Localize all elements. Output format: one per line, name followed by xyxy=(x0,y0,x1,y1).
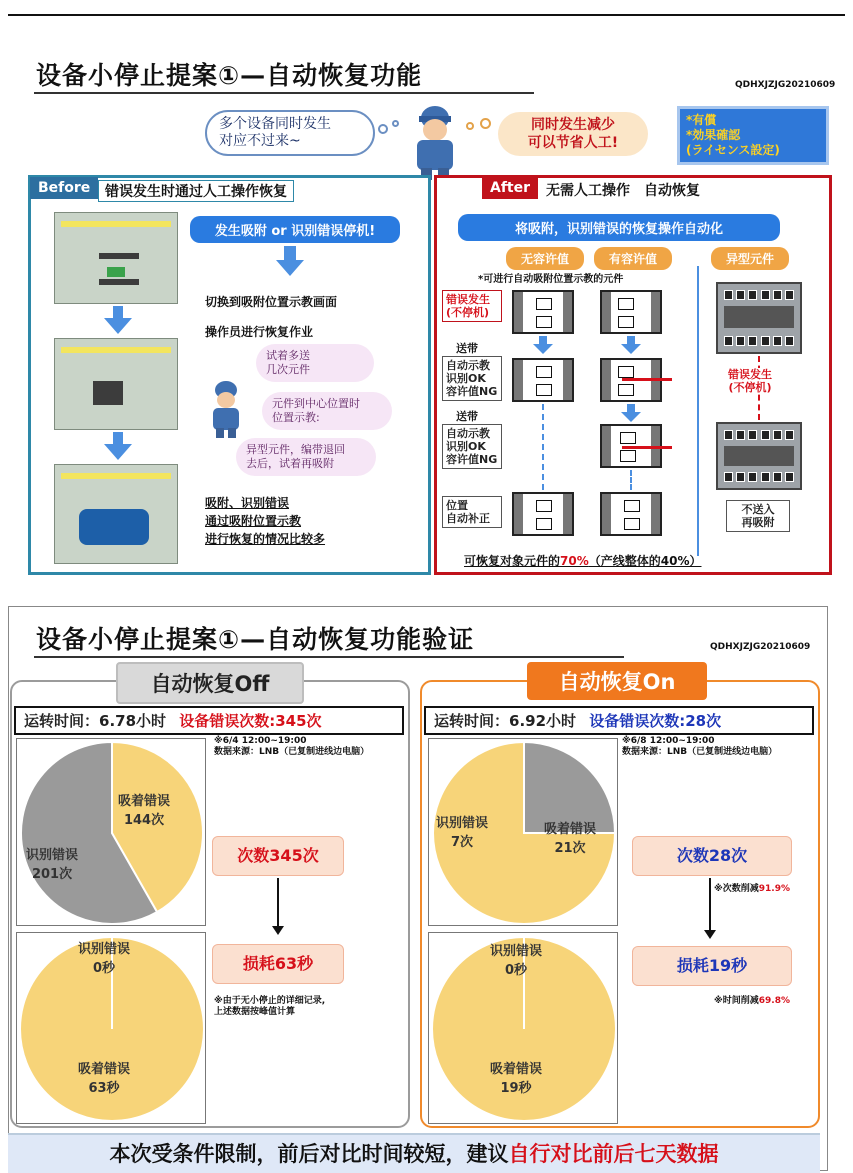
on-reduce-count xyxy=(714,884,790,895)
side-bar xyxy=(651,292,660,332)
after-footer-pre: 可恢复对象元件的 xyxy=(464,554,561,568)
part-box xyxy=(536,366,552,378)
dashed-connector xyxy=(630,470,632,490)
pie-label-a-name: 识别错误 xyxy=(78,942,131,957)
label-feed-2: 送带 xyxy=(456,410,478,423)
component-diagram xyxy=(512,358,574,402)
pie-label-b-name: 吸着错误 xyxy=(78,1062,131,1077)
off-count-box: 次数345次 xyxy=(212,836,344,876)
auto2-line1: 自动示教 xyxy=(446,427,490,440)
err-line1: 错误发生 xyxy=(446,293,490,306)
part-box xyxy=(536,316,552,328)
fix-line2: 自动补正 xyxy=(446,512,490,525)
chip-body xyxy=(724,306,794,328)
thought-dot xyxy=(480,118,491,129)
auto1-line1: 自动示教 xyxy=(446,359,490,372)
side-bar xyxy=(514,360,523,400)
after-tag: After xyxy=(482,177,538,199)
pie-panel xyxy=(16,738,206,926)
label-auto-correct xyxy=(442,496,502,528)
off-errors: 设备错误次数:345次 xyxy=(179,712,322,730)
part-box xyxy=(618,384,634,396)
pie-label-b xyxy=(490,1060,542,1098)
note-line3: (ライセンス設定) xyxy=(686,143,780,157)
err2-line2: (不停机) xyxy=(728,381,772,394)
cloud-tip-3 xyxy=(236,438,376,476)
part-box xyxy=(536,384,552,396)
auto2-line2: 识别OK xyxy=(446,440,486,453)
pie-label-a xyxy=(78,940,130,978)
license-note xyxy=(677,106,829,165)
step-1: 切换到吸附位置示教画面 xyxy=(205,295,338,309)
on-reduce-time xyxy=(714,996,790,1007)
pie-chart-off-count xyxy=(17,739,207,927)
down-arrow xyxy=(276,260,304,276)
odd-shape-component-icon xyxy=(716,282,802,354)
summary-line2: 通过吸附位置示教 xyxy=(205,514,302,528)
off-meta-line2: 数据来源：LNB（已复制进线边电脑） xyxy=(214,747,370,757)
pie-label-b xyxy=(544,820,596,858)
pie-label-b-value: 201次 xyxy=(31,867,73,882)
down-arrow-stem xyxy=(284,246,296,260)
summary-line3: 进行恢复的情况比较多 xyxy=(205,532,326,546)
off-runtime-row xyxy=(14,706,404,735)
screen-block xyxy=(93,381,123,405)
side-bar xyxy=(563,494,572,534)
down-arrow xyxy=(621,412,641,422)
screen-block xyxy=(99,253,139,259)
after-heading: 无需人工操作 自动恢复 xyxy=(546,183,700,199)
pie-label-a-name: 识别错误 xyxy=(490,944,543,959)
pie-label-a-value: 144次 xyxy=(123,813,165,828)
label-feed-1: 送带 xyxy=(456,342,478,355)
off-meta-line1: ※6/4 12:00~19:00 xyxy=(214,736,307,746)
pie-label-b xyxy=(78,1060,130,1098)
pie-label-a xyxy=(436,814,488,852)
off-runtime: 运转时间：6.78小时 xyxy=(24,712,167,730)
part-box xyxy=(618,366,634,378)
category-no-tolerance: 无容许值 xyxy=(506,247,584,270)
screen-block xyxy=(107,267,125,277)
footer-highlight: 自行对比前后七天数据 xyxy=(508,1142,719,1166)
part-box xyxy=(624,518,640,530)
component-diagram xyxy=(600,492,662,536)
pins xyxy=(724,430,794,440)
pie-label-a-name: 吸着错误 xyxy=(118,794,171,809)
screen-block xyxy=(99,279,139,285)
before-summary xyxy=(205,494,325,548)
bubble-left-line1: 多个设备同时发生 xyxy=(219,116,331,132)
cloud3-line2: 去后，试着再吸附 xyxy=(246,457,334,470)
side-bar xyxy=(651,494,660,534)
part-box xyxy=(624,500,640,512)
odd-shape-component-icon xyxy=(716,422,802,490)
down-arrow xyxy=(533,344,553,354)
pie-label-b-value: 63秒 xyxy=(88,1081,120,1096)
cloud2-line1: 元件到中心位置时 xyxy=(272,397,360,410)
after-footer-post: （产线整体的40%） xyxy=(588,554,702,568)
screen-thumbnail xyxy=(54,464,178,564)
category-odd-shape: 异型元件 xyxy=(711,247,789,270)
down-arrow-stem xyxy=(627,336,635,344)
pie-label-a xyxy=(490,942,542,980)
side-bar xyxy=(563,360,572,400)
label-error-occurs xyxy=(442,290,502,322)
screen-thumbnail xyxy=(54,338,178,430)
arrow-line xyxy=(277,878,279,928)
thought-dot xyxy=(378,124,388,134)
component-diagram xyxy=(512,290,574,334)
off-meta xyxy=(214,736,369,758)
fix-line1: 位置 xyxy=(446,499,468,512)
err2-line1: 错误发生 xyxy=(728,368,772,381)
noresend-line2: 再吸附 xyxy=(741,516,775,529)
pie-label-b-name: 吸着错误 xyxy=(490,1062,543,1077)
screen-bar xyxy=(61,347,171,353)
err-line2: (不停机) xyxy=(446,306,490,319)
pie-label-a-value: 7次 xyxy=(450,835,474,850)
title-underline xyxy=(34,92,534,94)
cloud3-line1: 异型元件，编带退回 xyxy=(246,443,345,456)
down-arrow-stem xyxy=(113,432,123,444)
doc-code: QDHXJZJG20210609 xyxy=(735,80,836,90)
slide2-title: 设备小停止提案①—自动恢复功能验证 xyxy=(36,625,475,654)
teach-button-icon xyxy=(79,509,149,545)
down-arrow xyxy=(621,344,641,354)
bubble-right-line1: 同时发生减少 xyxy=(531,117,615,133)
tolerance-line xyxy=(622,378,672,381)
doc-code: QDHXJZJG20210609 xyxy=(710,642,811,652)
label-no-resend xyxy=(726,500,790,532)
off-heading: 自动恢复Off xyxy=(116,662,304,704)
slide2-footer xyxy=(8,1133,820,1173)
screen-bar xyxy=(61,221,171,227)
after-subnote: *可进行自动吸附位置示教的元件 xyxy=(478,274,624,285)
screen-bar xyxy=(61,473,171,479)
down-arrow-stem xyxy=(113,306,123,318)
pins xyxy=(724,290,794,300)
thought-dot xyxy=(392,120,399,127)
bubble-left-line2: 对应不过来~ xyxy=(219,133,301,149)
part-box xyxy=(618,298,634,310)
on-runtime-row xyxy=(424,706,814,735)
auto1-line2: 识别OK xyxy=(446,372,486,385)
off-footnote xyxy=(214,996,325,1018)
worker-icon xyxy=(405,100,465,182)
on-meta-line2: 数据来源：LNB（已复制进线边电脑） xyxy=(622,747,778,757)
on-errors: 设备错误次数:28次 xyxy=(589,712,722,730)
cloud1-line1: 试着多送 xyxy=(266,349,310,362)
arrow-head xyxy=(704,930,716,939)
title-underline xyxy=(34,656,624,658)
pie-label-b-value: 21次 xyxy=(554,841,586,856)
label-auto-teach-1 xyxy=(442,356,502,401)
pins xyxy=(724,336,794,346)
down-arrow-stem xyxy=(627,404,635,412)
component-diagram xyxy=(512,492,574,536)
on-count-box: 次数28次 xyxy=(632,836,792,876)
bubble-left xyxy=(205,110,375,156)
side-bar xyxy=(514,292,523,332)
off-footnote-line1: ※由于无小停止的详细记录, xyxy=(214,996,326,1006)
note-line1: *有償 xyxy=(686,113,717,127)
on-heading: 自动恢复On xyxy=(527,662,707,700)
before-pill: 发生吸附 or 识别错误停机! xyxy=(190,216,400,243)
reduce1-pre: ※次数削减 xyxy=(714,884,759,894)
part-box xyxy=(536,518,552,530)
divider xyxy=(697,266,699,556)
worker-icon xyxy=(206,380,246,440)
part-box xyxy=(618,316,634,328)
reduce1-val: 91.9% xyxy=(758,884,790,894)
after-footer xyxy=(464,552,701,569)
thought-dot xyxy=(466,122,474,130)
arrow-head xyxy=(272,926,284,935)
top-rule xyxy=(8,14,845,16)
before-heading: 错误发生时通过人工操作恢复 xyxy=(98,180,294,202)
reduce2-val: 69.8% xyxy=(758,996,790,1006)
label-error-nonstop xyxy=(728,368,772,394)
part-box xyxy=(620,450,636,462)
pie-label-a-value: 0秒 xyxy=(92,961,116,976)
cloud2-line2: 位置示教: xyxy=(272,411,320,424)
dashed-connector xyxy=(542,404,544,490)
side-bar xyxy=(602,494,611,534)
pie-label-b-name: 吸着错误 xyxy=(544,822,597,837)
cloud-tip-1 xyxy=(256,344,374,382)
label-auto-teach-2 xyxy=(442,424,502,469)
chip-body xyxy=(724,446,794,466)
noresend-line1: 不送入 xyxy=(741,503,775,516)
step-2: 操作员进行恢复作业 xyxy=(205,325,314,339)
part-box xyxy=(536,500,552,512)
pie-label-b-name: 识别错误 xyxy=(26,848,79,863)
auto1-line3: 容许值NG xyxy=(446,385,498,398)
side-bar xyxy=(514,494,523,534)
pie-label-a xyxy=(118,792,170,830)
down-arrow-stem xyxy=(539,336,547,344)
on-meta xyxy=(622,736,777,758)
part-box xyxy=(620,432,636,444)
off-loss-box: 损耗63秒 xyxy=(212,944,344,984)
footer-pre: 本次受条件限制，前后对比时间较短，建议 xyxy=(109,1142,509,1166)
side-bar xyxy=(563,292,572,332)
reduce2-pre: ※时间削减 xyxy=(714,996,759,1006)
arrow-line xyxy=(709,878,711,932)
auto2-line3: 容许值NG xyxy=(446,453,498,466)
part-box xyxy=(536,298,552,310)
pins xyxy=(724,472,794,482)
side-bar xyxy=(602,292,611,332)
tolerance-line xyxy=(622,446,672,449)
on-meta-line1: ※6/8 12:00~19:00 xyxy=(622,736,715,746)
off-footnote-line2: 上述数据按峰值计算 xyxy=(214,1007,296,1017)
side-bar xyxy=(602,426,611,466)
on-runtime: 运转时间：6.92小时 xyxy=(434,712,577,730)
cloud1-line2: 几次元件 xyxy=(266,363,310,376)
slide1-title: 设备小停止提案①—自动恢复功能 xyxy=(36,61,423,90)
pie-label-b-value: 19秒 xyxy=(500,1081,532,1096)
bubble-right-line2: 可以节省人工! xyxy=(527,135,619,151)
bubble-right xyxy=(498,112,648,156)
component-diagram xyxy=(600,290,662,334)
down-arrow xyxy=(104,318,132,334)
pie-label-a-name: 识别错误 xyxy=(436,816,489,831)
after-pill: 将吸附，识别错误的恢复操作自动化 xyxy=(458,214,780,241)
pie-label-a-value: 0秒 xyxy=(504,963,528,978)
screen-thumbnail xyxy=(54,212,178,304)
down-arrow xyxy=(104,444,132,460)
after-footer-pct: 70% xyxy=(560,554,589,568)
before-tag: Before xyxy=(30,177,98,199)
on-loss-box: 损耗19秒 xyxy=(632,946,792,986)
cloud-tip-2 xyxy=(262,392,392,430)
note-line2: *効果確認 xyxy=(686,128,741,142)
pie-label-b xyxy=(26,846,78,884)
category-tolerance: 有容许值 xyxy=(594,247,672,270)
summary-line1: 吸附、识别错误 xyxy=(205,496,290,510)
side-bar xyxy=(602,360,611,400)
